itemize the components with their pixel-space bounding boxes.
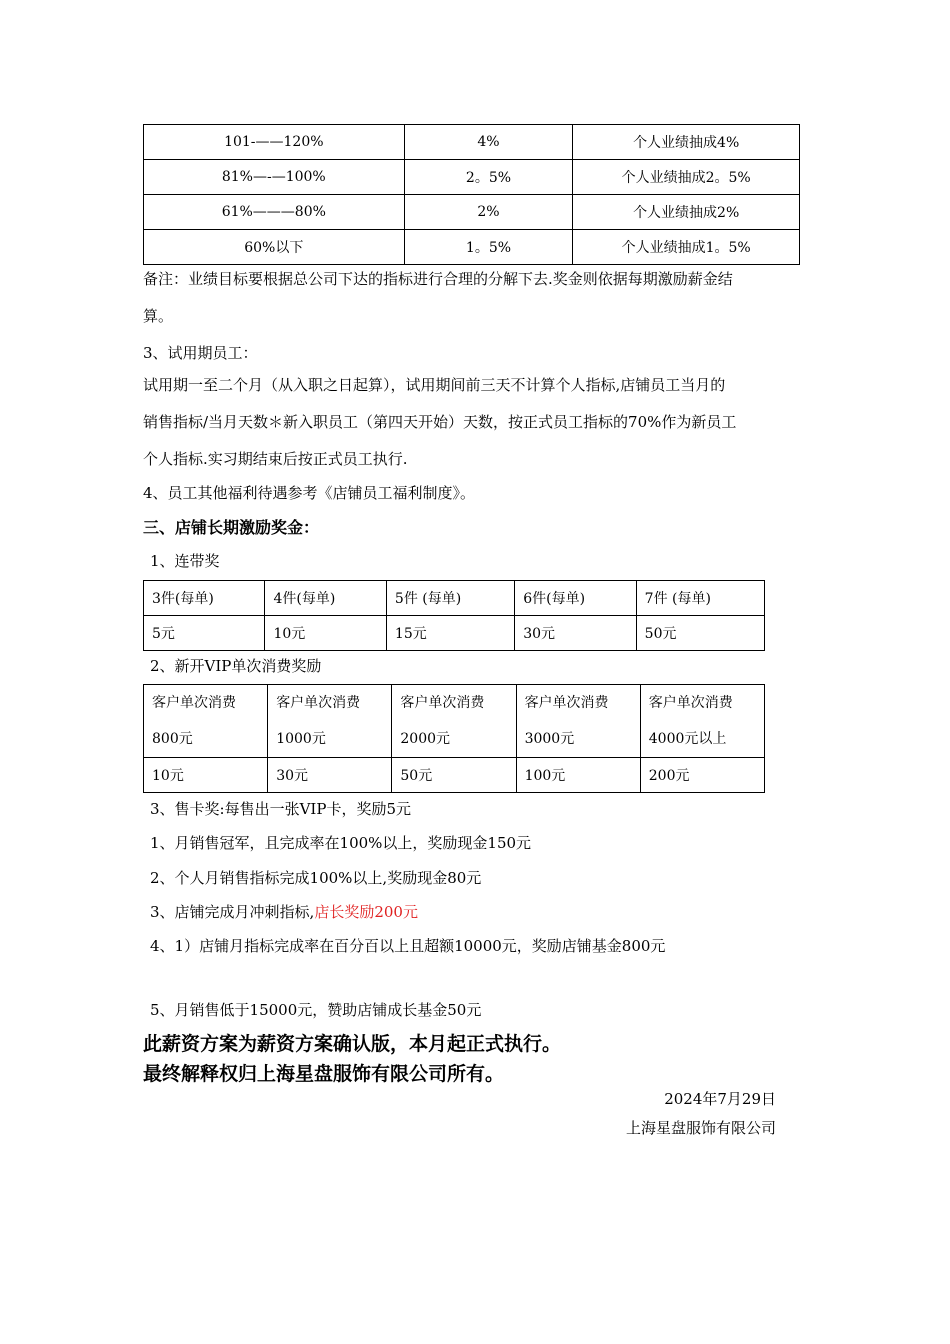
vip-header-row <box>144 685 765 758</box>
joint-value-cell: 5元 <box>144 616 265 651</box>
bonus-item-3 <box>150 901 418 922</box>
bonus-item-5: 5、月销售低于15000元，赞助店铺成长基金50元 <box>150 1001 482 1019</box>
commission-rate-cell: 4% <box>404 125 573 160</box>
joint-header-cell: 4件(每单) <box>265 581 386 616</box>
vip-threshold: 3000元 <box>524 731 575 747</box>
commission-row <box>144 230 800 265</box>
joint-header-cell: 6件(每单) <box>515 581 636 616</box>
probation-line-2: 销售指标/当月天数＊新入职员工（第四天开始）天数，按正式员工指标的70%作为新员工 <box>143 413 737 431</box>
note-line-2: 算。 <box>143 307 174 325</box>
completion-rate-cell: 81%—-—100% <box>144 160 405 195</box>
joint-value-cell: 50元 <box>636 616 764 651</box>
probation-line-3: 个人指标.实习期结束后按正式员工执行. <box>143 450 408 468</box>
vip-value-cell: 200元 <box>640 758 764 793</box>
vip-award-title: 2、新开VIP单次消费奖励 <box>150 657 322 675</box>
vip-header-cell <box>268 685 392 758</box>
joint-header-cell: 5件 (每单) <box>386 581 514 616</box>
commission-desc-cell: 个人业绩抽成1。5% <box>573 230 800 265</box>
commission-rate-cell: 2。5% <box>404 160 573 195</box>
confirm-line-1: 此薪资方案为薪资方案确认版，本月起正式执行。 <box>143 1033 562 1055</box>
vip-threshold: 4000元以上 <box>648 731 727 747</box>
bonus-item-4: 4、1）店铺月指标完成率在百分百以上且超额10000元，奖励店铺基金800元 <box>150 937 666 955</box>
vip-value-cell: 50元 <box>392 758 516 793</box>
commission-rate-cell: 2% <box>404 195 573 230</box>
probation-title: 3、试用期员工： <box>143 344 258 362</box>
commission-row <box>144 160 800 195</box>
commission-row <box>144 125 800 160</box>
confirm-line-2: 最终解释权归上海星盘服饰有限公司所有。 <box>143 1063 505 1085</box>
completion-rate-cell: 101-——120% <box>144 125 405 160</box>
vip-header-label: 客户单次消费 <box>400 695 485 711</box>
joint-award-table <box>143 580 765 651</box>
probation-line-1: 试用期一至二个月（从入职之日起算），试用期间前三天不计算个人指标,店铺员工当月的 <box>143 376 726 394</box>
bonus-item-3-highlight: 店长奖励200元 <box>314 903 418 921</box>
commission-desc-cell: 个人业绩抽成4% <box>573 125 800 160</box>
completion-rate-cell: 61%———80% <box>144 195 405 230</box>
vip-header-label: 客户单次消费 <box>524 695 609 711</box>
card-award-line: 3、售卡奖:每售出一张VIP卡，奖励5元 <box>150 800 411 818</box>
joint-header-row <box>144 581 765 616</box>
vip-award-table <box>143 684 765 793</box>
commission-row <box>144 195 800 230</box>
joint-header-cell: 7件 (每单) <box>636 581 764 616</box>
vip-value-cell: 100元 <box>516 758 640 793</box>
vip-header-cell <box>144 685 268 758</box>
commission-desc-cell: 个人业绩抽成2% <box>573 195 800 230</box>
joint-value-row <box>144 616 765 651</box>
joint-value-cell: 15元 <box>386 616 514 651</box>
commission-desc-cell: 个人业绩抽成2。5% <box>573 160 800 195</box>
commission-table <box>143 124 800 265</box>
vip-header-cell <box>516 685 640 758</box>
vip-threshold: 2000元 <box>400 731 451 747</box>
vip-header-label: 客户单次消费 <box>152 695 236 711</box>
vip-value-cell: 10元 <box>144 758 268 793</box>
vip-threshold: 800元 <box>152 731 193 747</box>
joint-award-title: 1、连带奖 <box>150 552 220 570</box>
completion-rate-cell: 60%以下 <box>144 230 405 265</box>
vip-value-cell: 30元 <box>268 758 392 793</box>
joint-header-cell: 3件(每单) <box>144 581 265 616</box>
note-line-1: 备注：业绩目标要根据总公司下达的指标进行合理的分解下去.奖金则依据每期激励薪金结 <box>143 270 733 288</box>
vip-threshold: 1000元 <box>276 731 326 747</box>
section-title: 三、店铺长期激励奖金： <box>143 518 320 537</box>
bonus-item-2: 2、个人月销售指标完成100%以上,奖励现金80元 <box>150 869 482 887</box>
vip-header-label: 客户单次消费 <box>648 695 733 711</box>
bonus-item-1: 1、月销售冠军，且完成率在100%以上，奖励现金150元 <box>150 834 532 852</box>
welfare-line: 4、员工其他福利待遇参考《店铺员工福利制度》。 <box>143 484 476 502</box>
company-name: 上海星盘服饰有限公司 <box>625 1119 776 1137</box>
bonus-item-3-prefix: 3、店铺完成月冲刺指标, <box>150 903 315 921</box>
vip-header-label: 客户单次消费 <box>276 695 361 711</box>
joint-value-cell: 30元 <box>515 616 636 651</box>
vip-header-cell <box>640 685 764 758</box>
document-date: 2024年7月29日 <box>664 1090 776 1108</box>
joint-value-cell: 10元 <box>265 616 386 651</box>
commission-rate-cell: 1。5% <box>404 230 573 265</box>
vip-header-cell <box>392 685 516 758</box>
vip-value-row <box>144 758 765 793</box>
